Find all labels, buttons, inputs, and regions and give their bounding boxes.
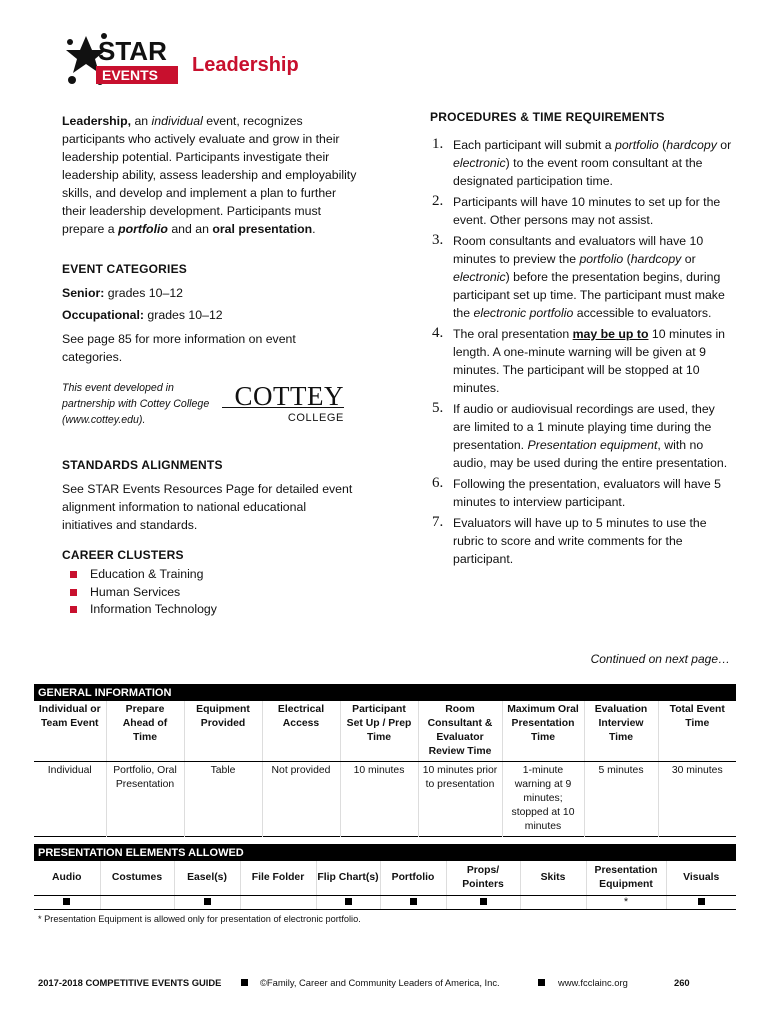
column-header: File Folder: [240, 861, 316, 895]
cluster-label: Information Technology: [90, 602, 217, 616]
career-clusters-heading: CAREER CLUSTERS: [62, 548, 184, 562]
list-item: [62, 601, 358, 619]
table-cell: [380, 895, 446, 909]
career-clusters-list: [62, 566, 358, 619]
occupational-value: grades 10–12: [144, 308, 223, 322]
list-item: [62, 566, 358, 584]
cottey-logo-text: COTTEY: [234, 381, 344, 411]
proc-italic: electronic portfolio: [473, 306, 574, 320]
footnote: * Presentation Equipment is allowed only for presentation of electronic portfolio.: [38, 914, 361, 924]
proc-text: Each participant will submit a: [453, 138, 615, 152]
proc-italic: hardcopy: [630, 252, 682, 266]
proc-text: accessible to evaluators.: [573, 306, 712, 320]
item-number: 3.: [432, 232, 444, 248]
table-cell: [586, 895, 666, 909]
column-header: Room Consultant & Evaluator Review Time: [418, 701, 502, 762]
cluster-label: Human Services: [90, 584, 181, 599]
table-header-row: [34, 861, 736, 895]
proc-text: 10 minutes in length. A one-minute warning will be given at 9 minutes. The participant will be stopped at 10 minutes.: [453, 327, 726, 395]
column-header: Audio: [34, 861, 100, 895]
item-number: 1.: [432, 136, 444, 152]
table-cell: [100, 895, 174, 909]
proc-italic: portfolio: [579, 252, 624, 266]
senior-label: Senior:: [62, 286, 105, 300]
table-cell: Table: [184, 762, 262, 837]
allowed-square-icon: [698, 898, 705, 905]
intro-text-4: .: [312, 222, 316, 236]
allowed-square-icon: [345, 898, 352, 905]
occupational-label: Occupational:: [62, 308, 144, 322]
footer-square-icon: [241, 979, 248, 986]
event-categories-heading: EVENT CATEGORIES: [62, 262, 187, 276]
proc-text: ) before the presentation begins, during participant set up time. The participant must make the: [453, 270, 725, 320]
table-cell: 5 minutes: [584, 762, 658, 837]
procedures-heading: PROCEDURES & TIME REQUIREMENTS: [430, 110, 665, 124]
general-information-heading: GENERAL INFORMATION: [34, 684, 736, 701]
item-number: 5.: [432, 400, 444, 416]
proc-text: or: [681, 252, 696, 266]
table-header-row: [34, 701, 736, 762]
list-item: [430, 232, 732, 322]
cottey-college-logo: [222, 382, 344, 422]
footer-copyright: ©Family, Career and Community Leaders of America, Inc.: [260, 977, 500, 988]
proc-text: ) to the event room consultant at the designated participation time.: [453, 156, 703, 188]
intro-paragraph: [62, 112, 358, 238]
list-item: [430, 136, 732, 190]
partner-text: This event developed in partnership with Cottey College (www.cottey.edu).: [62, 382, 210, 426]
standards-heading: STANDARDS ALIGNMENTS: [62, 458, 223, 472]
presentation-elements-table: [34, 844, 736, 910]
college-logo-text: COLLEGE: [222, 407, 344, 427]
item-number: 7.: [432, 514, 444, 530]
right-column: [430, 108, 732, 571]
proc-text: Room consultants and evaluators will have 10 minutes to preview the: [453, 234, 704, 266]
column-header: Participant Set Up / Prep Time: [340, 701, 418, 762]
presentation-elements-heading: PRESENTATION ELEMENTS ALLOWED: [34, 844, 736, 861]
column-header: Individual or Team Event: [34, 701, 106, 762]
list-item: [62, 584, 358, 602]
proc-text: Evaluators will have up to 5 minutes to use the rubric to score and write comments for the participant.: [453, 516, 707, 566]
proc-text: The oral presentation: [453, 327, 573, 341]
allowed-square-icon: [480, 898, 487, 905]
bullet-square-icon: [70, 606, 77, 613]
table-cell: [174, 895, 240, 909]
intro-text-3: and an: [167, 222, 213, 236]
partner-block: [62, 380, 358, 436]
column-header: Props/ Pointers: [446, 861, 520, 895]
proc-text: If audio or audiovisual recordings are used, they are limited to a 1 minute playing time during the presentation.: [453, 402, 715, 452]
table-cell: [520, 895, 586, 909]
column-header: Equipment Provided: [184, 701, 262, 762]
footer-guide-title: 2017-2018 COMPETITIVE EVENTS GUIDE: [38, 977, 222, 988]
allowed-square-icon: [410, 898, 417, 905]
column-header: Electrical Access: [262, 701, 340, 762]
senior-category: [62, 284, 358, 302]
categories-note: See page 85 for more information on event categories.: [62, 332, 296, 364]
bullet-square-icon: [70, 589, 77, 596]
footer-url: www.fcclainc.org: [558, 977, 628, 988]
column-header: Portfolio: [380, 861, 446, 895]
intro-text-1: an: [131, 114, 152, 128]
column-header: Visuals: [666, 861, 736, 895]
logo-star-text: STAR: [98, 36, 167, 66]
list-item: [430, 400, 732, 472]
intro-portfolio: portfolio: [118, 222, 168, 236]
proc-italic: portfolio: [614, 138, 659, 152]
list-item: [430, 325, 732, 397]
proc-italic: electronic: [453, 156, 506, 170]
proc-text: or: [716, 138, 732, 152]
table-cell: 30 minutes: [658, 762, 736, 837]
proc-italic: Presentation equipment: [527, 438, 658, 452]
column-header: Costumes: [100, 861, 174, 895]
table-row: [34, 895, 736, 909]
proc-emphasis: may be up to: [572, 327, 649, 341]
list-item: [430, 514, 732, 568]
footer-square-icon: [538, 979, 545, 986]
bullet-square-icon: [70, 571, 77, 578]
allowed-square-icon: [63, 898, 70, 905]
proc-italic: hardcopy: [666, 138, 717, 152]
star-events-logo-icon: [66, 30, 181, 92]
cluster-label: Education & Training: [90, 567, 204, 581]
continued-note: Continued on next page…: [590, 652, 730, 666]
table-cell: Not provided: [262, 762, 340, 837]
occupational-category: [62, 306, 358, 324]
proc-text: (: [623, 252, 631, 266]
column-header: Maximum Oral Presentation Time: [502, 701, 584, 762]
column-header: Flip Chart(s): [316, 861, 380, 895]
left-column: [62, 112, 358, 619]
intro-oral: oral presentation: [212, 222, 313, 236]
proc-italic: electronic: [453, 270, 506, 284]
table-row: [34, 762, 736, 837]
item-number: 4.: [432, 325, 444, 341]
proc-text: Following the presentation, evaluators will have 5 minutes to interview participant.: [453, 477, 721, 509]
column-header: Prepare Ahead of Time: [106, 701, 184, 762]
table-cell: 10 minutes prior to presentation: [418, 762, 502, 837]
proc-text: , with no audio, may be used during the entire presentation.: [453, 438, 728, 470]
page-number: 260: [674, 977, 690, 988]
table-cell: 1-minute warning at 9 minutes; stopped at 10 minutes: [502, 762, 584, 837]
table-cell: [316, 895, 380, 909]
intro-individual: individual: [151, 114, 203, 128]
list-item: [430, 475, 732, 511]
standards-text: See STAR Events Resources Page for detailed event alignment information to national educational initiatives and standards.: [62, 482, 353, 532]
intro-text-2: event, recognizes participants who actively evaluate and grow in their leadership potential. Participants investigate their leadership ability, assess leadership and employability skills, and develop and implement a plan to further their leadership development. Participants must prepare a: [62, 114, 357, 236]
table-cell: [240, 895, 316, 909]
column-header: Easel(s): [174, 861, 240, 895]
intro-lead: Leadership,: [62, 114, 132, 128]
column-header: Evaluation Interview Time: [584, 701, 658, 762]
allowed-square-icon: [204, 898, 211, 905]
table-cell: Portfolio, Oral Presentation: [106, 762, 184, 837]
asterisk-mark: *: [623, 896, 629, 908]
general-information-table: [34, 684, 736, 837]
column-header: Skits: [520, 861, 586, 895]
logo-events-text: EVENTS: [102, 67, 159, 83]
table-cell: Individual: [47, 765, 92, 776]
column-header: Presentation Equipment: [586, 861, 666, 895]
table-cell: [34, 895, 100, 909]
item-number: 2.: [432, 193, 444, 209]
list-item: [430, 193, 732, 229]
table-cell: [666, 895, 736, 909]
table-cell: [446, 895, 520, 909]
proc-text: (: [658, 138, 667, 152]
procedures-list: [430, 136, 732, 568]
event-title: Leadership: [192, 54, 299, 76]
table-cell: 10 minutes: [340, 762, 418, 837]
column-header: Total Event Time: [658, 701, 736, 762]
proc-text: Participants will have 10 minutes to set up for the event. Other persons may not assist.: [453, 195, 721, 227]
senior-value: grades 10–12: [104, 286, 184, 300]
item-number: 6.: [432, 475, 444, 491]
star-events-logo: [66, 30, 181, 92]
